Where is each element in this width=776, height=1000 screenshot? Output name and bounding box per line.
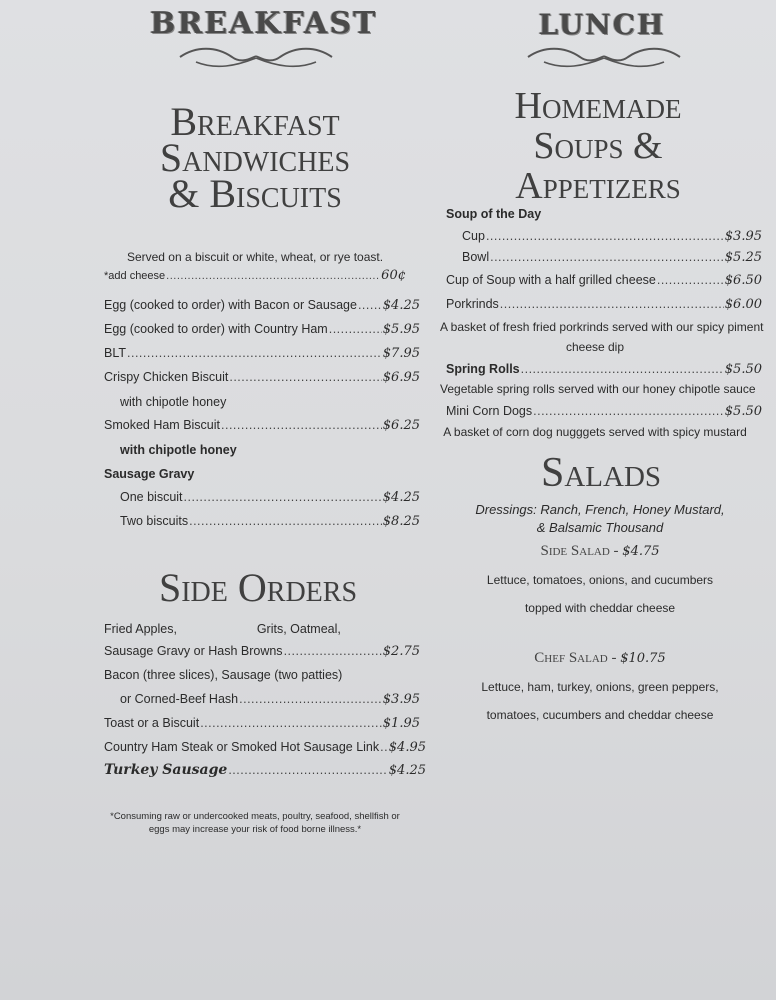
item-label: Crispy Chicken Biscuit xyxy=(104,370,229,384)
menu-item xyxy=(446,273,762,288)
soup-title: Soup of the Day xyxy=(446,207,542,221)
food-safety-note: *Consuming raw or undercooked meats, poultry, seafood, shellfish or eggs may increase your risk of food borne illness.* xyxy=(110,811,400,835)
porkrinds-desc: A basket of fresh fried porkrinds served with our spicy piment xyxy=(440,320,764,334)
menu-item xyxy=(446,362,762,377)
item-label: Egg (cooked to order) with Country Ham xyxy=(104,322,328,336)
menu-item xyxy=(120,514,420,529)
breakfast-flourish-icon xyxy=(176,44,336,70)
menu-item xyxy=(104,740,426,755)
served-note: Served on a biscuit or white, wheat, or rye toast. xyxy=(126,250,384,264)
gravy-title: Sausage Gravy xyxy=(104,467,195,481)
item-label: BLT xyxy=(104,346,126,360)
dot-leader xyxy=(166,270,380,282)
menu-item xyxy=(462,250,762,265)
chef-salad-line xyxy=(450,650,750,667)
menu-item xyxy=(446,297,762,312)
menu-item xyxy=(104,346,420,361)
item-label: Porkrinds xyxy=(446,297,499,311)
item-label: Egg (cooked to order) with Bacon or Sausage xyxy=(104,298,357,312)
item-label: Country Ham Steak or Smoked Hot Sausage Link xyxy=(104,740,380,754)
dot-leader xyxy=(380,740,388,754)
item-price: $6.25 xyxy=(382,418,420,433)
dressings-text: & Balsamic Thousand xyxy=(536,520,664,535)
menu-item xyxy=(104,298,420,313)
dot-leader xyxy=(184,490,382,504)
menu-item xyxy=(104,716,420,731)
item-subtext: with chipotle honey xyxy=(120,443,237,457)
salads-heading: Salads xyxy=(540,450,662,496)
item-label: Turkey Sausage xyxy=(104,762,228,778)
porkrinds-desc: cheese dip xyxy=(565,340,625,354)
dot-leader xyxy=(486,229,724,243)
dressings-text: Dressings: Ranch, French, Honey Mustard, xyxy=(475,502,725,517)
dot-leader xyxy=(221,418,382,432)
item-price: $1.95 xyxy=(382,716,420,731)
breakfast-banner: BREAKFAST xyxy=(150,6,378,41)
item-price: $5.25 xyxy=(724,250,762,265)
dot-leader xyxy=(358,298,382,312)
add-cheese-price: 60¢ xyxy=(381,268,406,283)
menu-item xyxy=(104,418,420,433)
item-label: Sausage Gravy or Hash Browns xyxy=(104,644,283,658)
item-price: $5.50 xyxy=(724,404,762,419)
item-label: or Corned-Beef Hash xyxy=(120,692,239,706)
item-label: Smoked Ham Biscuit xyxy=(104,418,221,432)
side-item-text: Bacon (three slices), Sausage (two patties) xyxy=(104,668,343,682)
side-salad-desc: topped with cheddar cheese xyxy=(524,601,676,615)
item-label: Cup xyxy=(462,229,485,243)
chef-salad-price: $10.75 xyxy=(620,651,666,666)
dot-leader xyxy=(500,297,724,311)
breakfast-heading xyxy=(110,99,400,216)
dot-leader xyxy=(657,273,724,287)
breakfast-heading-line: Breakfast xyxy=(170,99,340,144)
dot-leader xyxy=(229,370,381,384)
soups-heading-line: Soups & xyxy=(533,125,663,167)
add-cheese-line xyxy=(104,268,406,283)
item-label: One biscuit xyxy=(120,490,183,504)
side-salad-line xyxy=(450,543,750,560)
soups-heading-line: Homemade xyxy=(514,85,682,127)
item-price: $6.00 xyxy=(724,297,762,312)
menu-item xyxy=(120,490,420,505)
chef-salad-desc: tomatoes, cucumbers and cheddar cheese xyxy=(486,708,714,722)
item-price: $5.50 xyxy=(724,362,762,377)
lunch-flourish-icon xyxy=(524,44,684,70)
add-cheese-label: *add cheese xyxy=(104,270,166,282)
dot-leader xyxy=(490,250,724,264)
item-subtext: with chipotle honey xyxy=(120,395,227,409)
dot-leader xyxy=(127,346,382,360)
item-price: $2.75 xyxy=(382,644,420,659)
side-salad-desc: Lettuce, tomatoes, onions, and cucumbers xyxy=(486,573,714,587)
side-item-text: Fried Apples, Grits, Oatmeal, xyxy=(104,622,341,636)
dot-leader xyxy=(284,644,382,658)
soups-heading xyxy=(468,86,728,206)
item-price: $5.95 xyxy=(382,322,420,337)
item-label: Bowl xyxy=(462,250,490,264)
dot-leader xyxy=(533,404,724,418)
soups-heading-line: Appetizers xyxy=(515,165,681,207)
lunch-banner: LUNCH xyxy=(538,8,666,41)
item-price: $6.50 xyxy=(724,273,762,288)
item-price: $3.95 xyxy=(382,692,420,707)
breakfast-heading-line: Sandwiches xyxy=(159,135,351,180)
spring-rolls-desc: Vegetable spring rolls served with our honey chipotle sauce xyxy=(440,382,756,396)
side-salad-label: Side Salad - xyxy=(540,543,623,559)
item-price: $6.95 xyxy=(382,370,420,385)
dot-leader xyxy=(239,692,382,706)
menu-item xyxy=(104,322,420,337)
dot-leader xyxy=(521,362,724,376)
item-price: $7.95 xyxy=(382,346,420,361)
menu-item xyxy=(120,692,420,707)
item-price: $8.25 xyxy=(382,514,420,529)
menu-item xyxy=(462,229,762,244)
item-label: Mini Corn Dogs xyxy=(446,404,533,418)
dot-leader xyxy=(228,763,387,777)
menu-item xyxy=(104,762,426,778)
dot-leader xyxy=(189,514,382,528)
item-price: $4.25 xyxy=(388,763,426,778)
menu-item xyxy=(104,370,420,385)
item-price: $3.95 xyxy=(724,229,762,244)
dot-leader xyxy=(200,716,382,730)
menu-item xyxy=(104,644,420,659)
item-price: $4.25 xyxy=(382,298,420,313)
breakfast-heading-line: & Biscuits xyxy=(168,171,342,216)
item-label: Spring Rolls xyxy=(446,362,520,376)
corn-dogs-desc: A basket of corn dog nugggets served with spicy mustard xyxy=(443,425,747,439)
item-price: $4.95 xyxy=(388,740,426,755)
dot-leader xyxy=(329,322,382,336)
menu-item xyxy=(446,404,762,419)
side-orders-heading: Side Orders xyxy=(158,565,358,610)
item-label: Toast or a Biscuit xyxy=(104,716,200,730)
item-label: Two biscuits xyxy=(120,514,189,528)
chef-salad-desc: Lettuce, ham, turkey, onions, green peppers, xyxy=(481,680,719,694)
side-salad-price: $4.75 xyxy=(622,544,660,559)
item-price: $4.25 xyxy=(382,490,420,505)
item-label: Cup of Soup with a half grilled cheese xyxy=(446,273,656,287)
chef-salad-label: Chef Salad - xyxy=(534,650,621,666)
